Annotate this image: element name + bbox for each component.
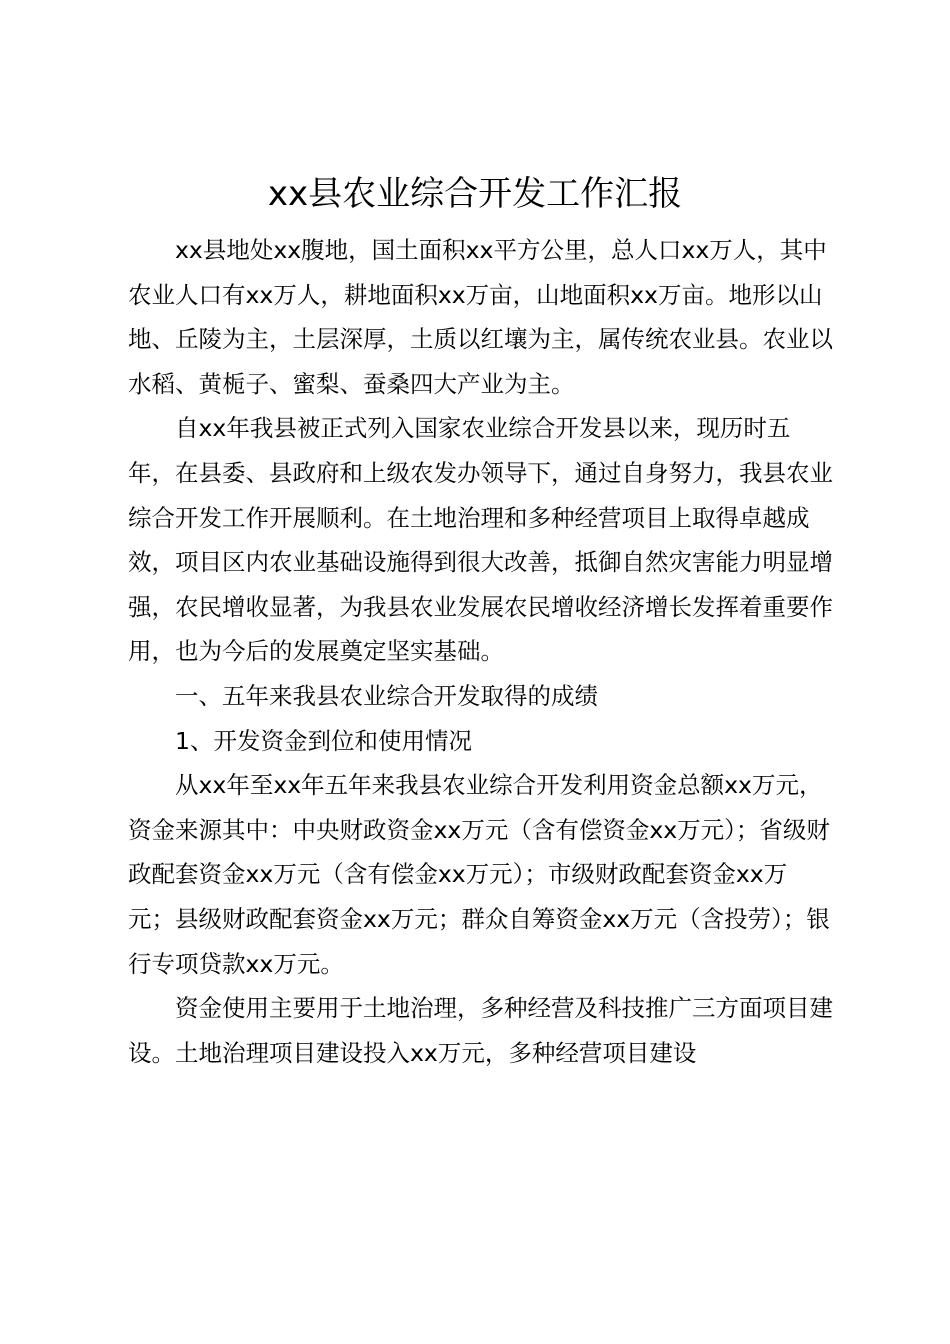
paragraph-funding-sources: 从xx年至xx年五年来我县农业综合开发利用资金总额xx万元，资金来源其中：中央财政资金xx万元（含有偿资金xx万元）；省级财政配套资金xx万元（含有偿金xx万元）；市级财政配套资金xx万元；县级财政配套资金xx万元；群众自筹资金xx万元（含投劳）；银行专项贷款xx万元。	[128, 771, 830, 978]
paragraph-overview: xx县地处xx腹地，国土面积xx平方公里，总人口xx万人，其中农业人口有xx万人，耕地面积xx万亩，山地面积xx万亩。地形以山地、丘陵为主，土层深厚，土质以红壤为主，属传统农业县。农业以水稻、黄栀子、蜜梨、蚕桑四大产业为主。	[128, 236, 833, 398]
document-title: xx县农业综合开发工作汇报	[267, 174, 683, 214]
section-heading: 一、五年来我县农业综合开发取得的成绩	[175, 681, 598, 710]
paragraph-achievements-intro: 自xx年我县被正式列入国家农业综合开发县以来，现历时五年，在县委、县政府和上级农发办领导下，通过自身努力，我县农业综合开发工作开展顺利。在土地治理和多种经营项目上取得卓越成效，项目区内农业基础设施得到很大改善，抵御自然灾害能力明显增强，农民增收显著，为我县农业发展农民增收经济增长发挥着重要作用，也为今后的发展奠定坚实基础。	[128, 414, 833, 666]
subsection-heading: 1、开发资金到位和使用情况	[175, 726, 472, 755]
document-body	[128, 228, 834, 1075]
paragraph-funding-usage: 资金使用主要用于土地治理，多种经营及科技推广三方面项目建设。土地治理项目建设投入xx万元，多种经营项目建设	[128, 994, 833, 1067]
